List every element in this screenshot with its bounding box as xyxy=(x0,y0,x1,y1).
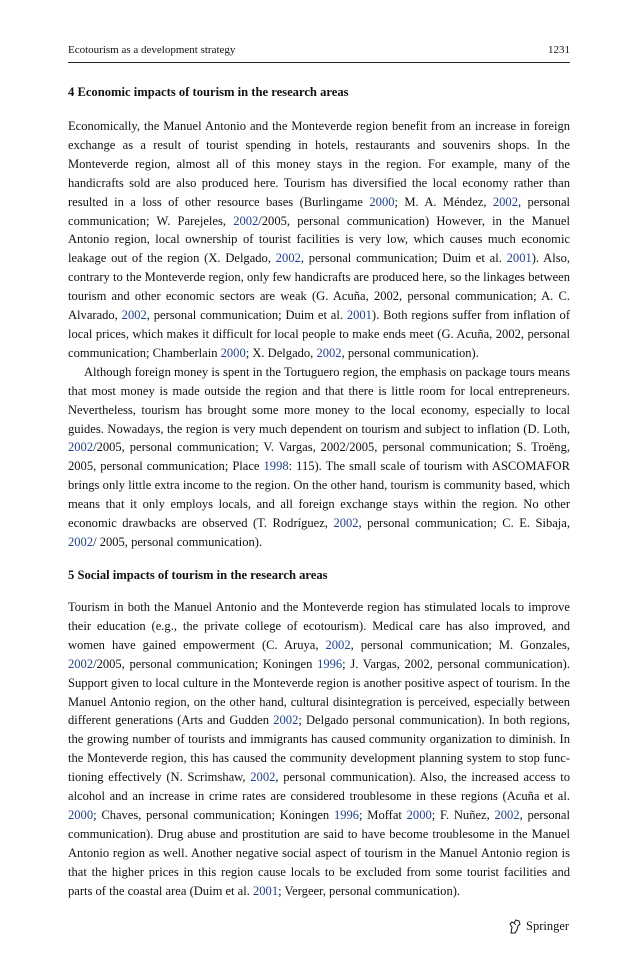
paragraph-text-run: , personal communication; Duim et al. xyxy=(300,251,507,266)
paragraph-text-run: ). Both regions suffer from inflation of local prices, which makes it difficult for local people to make ends meet (G. Acuña, 2002, personal communication; Chamberlain xyxy=(68,308,571,360)
citation-link[interactable]: 2000 xyxy=(220,345,246,360)
citation-link[interactable]: 2002 xyxy=(121,308,147,323)
paragraph-text-run: Economically, the Manuel Antonio and the Monteverde region benefit from an increase in foreign exchange as a result of tourist spending in hotels, restaurants and souvenirs shops. In the Monteverde region, almost all of this money stays in the region. For example, many of the handicrafts sold are also produced here. Tourism has diversified the local economy rather than resulted in a loss of other resource bases (Burlingame xyxy=(68,119,570,209)
citation-link[interactable]: 1998 xyxy=(263,459,289,474)
paragraph-text-run: ; F. Nuñez, xyxy=(431,807,495,822)
springer-horse-icon xyxy=(508,918,522,934)
paragraph-text-run: , personal communication). xyxy=(341,345,479,360)
section-4-body xyxy=(68,117,570,552)
section-4-paragraph-1 xyxy=(68,117,570,363)
paragraph-text-run: /2005, personal communication; Koningen xyxy=(93,656,318,671)
paragraph-text-run: , personal communication; Duim et al. xyxy=(146,308,347,323)
citation-link[interactable]: 2002 xyxy=(316,345,342,360)
citation-link[interactable]: 2002 xyxy=(325,637,351,652)
paragraph-text-run: ; Moffat xyxy=(359,807,407,822)
paragraph-text-run: ; X. Delgado, xyxy=(245,345,317,360)
page-number: 1231 xyxy=(548,44,570,56)
paragraph-text-run: ; Chaves, personal communication; Koningen xyxy=(93,807,334,822)
paragraph-text-run: Tourism in both the Manuel Antonio and the Monteverde region has stimulated locals to improve their education (e.g., the private college of ecotourism). Medical care has also improved, and women have gained empowerment (C. Aruya, xyxy=(68,600,570,652)
running-title: Ecotourism as a development strategy xyxy=(68,44,236,56)
paragraph-text-run: /2005, personal communication) However, in the Manuel Antonio region, local ownership of tourist facilities is very low, which causes much economic leakage out of the region (X. Delgado, xyxy=(68,213,570,266)
citation-link[interactable]: 2001 xyxy=(506,251,532,266)
citation-link[interactable]: 1996 xyxy=(317,656,343,671)
citation-link[interactable]: 1996 xyxy=(333,807,360,822)
running-head xyxy=(68,43,570,57)
paragraph-text-run: ; Delgado personal communication). In both regions, the growing number of tourists and immigrants has caused community organization to diminish. In the Monteverde region, this has caused the community development planning system to stop functioning effectively (N. Scrimshaw, xyxy=(68,713,571,785)
paragraph-text-run: , personal communication; W. Parejeles, xyxy=(68,194,570,228)
paragraph-text-run: /2005, personal communication; V. Vargas, 2002/2005, personal communication; S. Troëng, 2005, personal communication; Place xyxy=(68,440,570,474)
header-rule xyxy=(68,62,570,63)
paragraph-text-run: : 115). The small scale of tourism with ASCOMAFOR brings only little extra income to the region. On the other hand, tourism is community based, which means that it only employs locals, and all foreign exchange stays within the region. No other economic drawbacks are observed (T. Rodríguez, xyxy=(68,459,570,531)
citation-link[interactable]: 2002 xyxy=(68,440,94,455)
section-5-paragraph-1 xyxy=(68,598,570,901)
paragraph-text-run: ; Vergeer, personal communication). xyxy=(278,883,461,898)
section-4-heading: 4 Economic impacts of tourism in the research areas xyxy=(68,85,349,99)
publisher-name: Springer xyxy=(526,918,570,933)
springer-logo xyxy=(508,918,569,934)
section-4-paragraph-2 xyxy=(68,363,570,552)
citation-link[interactable]: 2002 xyxy=(494,807,520,822)
paragraph-text-run: , personal communication). Also, the increased access to alcohol and an increase in crime rates are considered troublesome in these regions (Acuña et al. xyxy=(68,770,570,804)
citation-link[interactable]: 2002 xyxy=(68,656,94,671)
paragraph-text-run: , personal communication). Drug abuse and prostitution are said to have become troublesome in the Manuel Antonio region as well. Another negative social aspect of tourism in the Manuel Antonio region is that the higher prices in this region cause locals to be excluded from some tourist facilities and parts of the coastal area (Duim et al. xyxy=(68,807,570,898)
paragraph-text-run: / 2005, personal communication). xyxy=(93,534,263,549)
citation-link[interactable]: 2002 xyxy=(68,534,94,549)
section-5-heading: 5 Social impacts of tourism in the research areas xyxy=(68,568,328,582)
citation-link[interactable]: 2002 xyxy=(333,516,359,531)
paragraph-text-run: , personal communication; C. E. Sibaja, xyxy=(358,516,570,531)
paragraph-text-run: , personal communication; M. Gonzales, xyxy=(350,637,571,652)
citation-link[interactable]: 2002 xyxy=(250,770,276,785)
section-5-body xyxy=(68,598,570,901)
paragraph-text-run: Although foreign money is spent in the Tortuguero region, the emphasis on package tours means that most money is made outside the region and that there is little room for local entrepreneurs. Nevertheless, tourism has brought some more money to the local economy, especially to local guides. Nowadays, the region is very much dependent on tourism and subject to inflation (D. Loth, xyxy=(68,364,570,436)
citation-link[interactable]: 2002 xyxy=(275,251,301,266)
citation-link[interactable]: 2000 xyxy=(68,807,94,822)
citation-link[interactable]: 2002 xyxy=(492,194,518,209)
citation-link[interactable]: 2000 xyxy=(406,807,432,822)
paragraph-text-run: ; M. A. Méndez, xyxy=(394,194,493,209)
citation-link[interactable]: 2002 xyxy=(273,713,299,728)
paragraph-text-run: ; J. Vargas, 2002, personal communication). Support given to local culture in the Monteverde region is another positive aspect of tourism. In the Manuel Antonio region, on the other hand, cultural disintegration is perceived, especially between different generations (Arts and Gudden xyxy=(68,656,570,728)
citation-link[interactable]: 2000 xyxy=(369,194,395,209)
paragraph-text-run: ). Also, contrary to the Monteverde region, only few handicrafts are produced here, so the linkages between tourism and other economic sectors are weak (G. Acuña, 2002, personal communication; A. C. Alvarado, xyxy=(68,251,570,323)
citation-link[interactable]: 2002 xyxy=(233,213,259,228)
citation-link[interactable]: 2001 xyxy=(346,308,372,323)
citation-link[interactable]: 2001 xyxy=(253,883,279,898)
